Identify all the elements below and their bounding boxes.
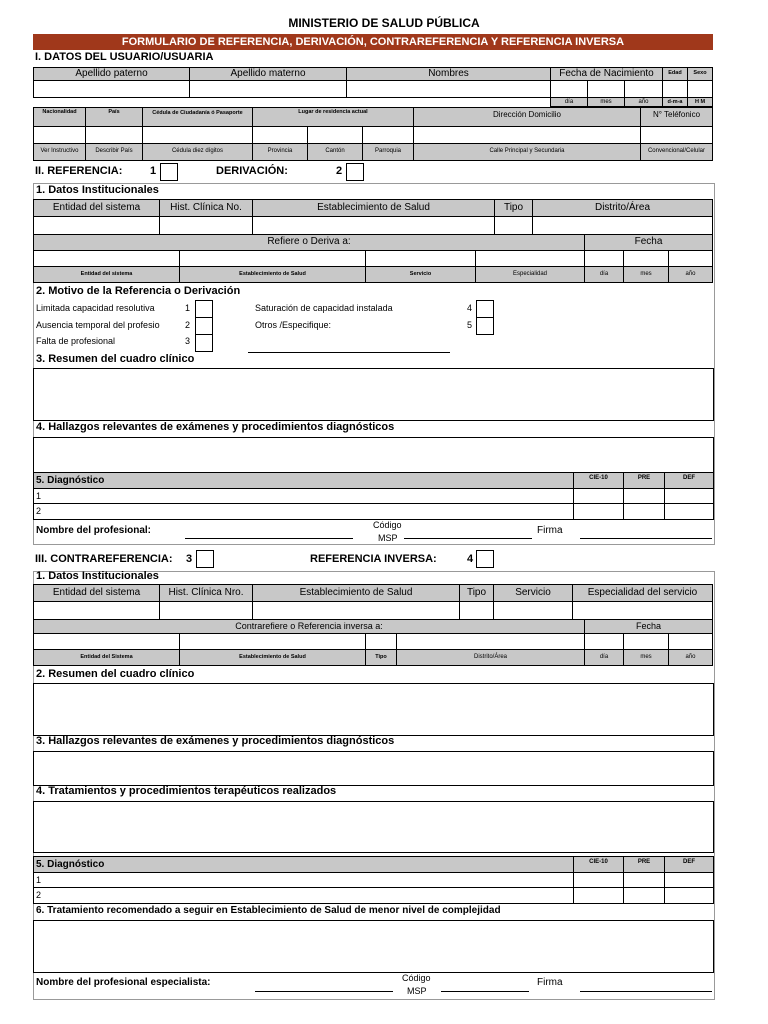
codigo-line-2[interactable] (441, 991, 529, 992)
hallazgos-title-2: 3. Hallazgos relevantes de exámenes y procedimientos diagnósticos (36, 735, 395, 747)
convencional-label: Convencional/Celular (640, 143, 713, 161)
cie-header-2: CIE-10 (573, 856, 624, 873)
msp-label-2: MSP (407, 986, 427, 996)
pre-header-2: PRE (623, 856, 665, 873)
nacionalidad-header: Nacionalidad (33, 107, 86, 127)
establecimiento-field-2[interactable] (252, 601, 460, 620)
lugar-residencia-header: Lugar de residencia actual (252, 107, 414, 127)
referencia-inversa-label: REFERENCIA INVERSA: (310, 553, 437, 565)
distrito-label-2: Distrito/Área (396, 649, 585, 666)
pre-header: PRE (623, 472, 665, 489)
referencia-inversa-checkbox[interactable] (476, 550, 494, 568)
tipo-label-2: Tipo (365, 649, 397, 666)
motivo-4-number: 4 (467, 303, 473, 313)
pre-field-1[interactable] (623, 488, 665, 504)
apellido-paterno-header: Apellido paterno (33, 67, 190, 81)
contra-establecimiento-field[interactable] (179, 633, 366, 650)
motivo-2-checkbox[interactable] (195, 317, 213, 335)
refiere-entidad-field[interactable] (33, 250, 180, 267)
nombres-field[interactable] (346, 80, 551, 98)
diagnostico-header: 5. Diagnóstico (33, 472, 574, 489)
tipo-field-2[interactable] (459, 601, 494, 620)
contra-dia-field[interactable] (584, 633, 624, 650)
hist-clinica-header-2: Hist. Clínica Nro. (159, 584, 253, 602)
firma-label-2: Firma (537, 977, 563, 988)
birth-year-field[interactable] (624, 80, 663, 98)
cie-field-2[interactable] (573, 503, 624, 520)
diagnostico-row-1[interactable] (33, 488, 574, 504)
refiere-servicio-field[interactable] (365, 250, 476, 267)
cie-field-1-b[interactable] (573, 872, 624, 888)
row-number: 2 (36, 506, 42, 516)
parroquia-label: Parroquia (362, 143, 414, 161)
hist-clinica-field-2[interactable] (159, 601, 253, 620)
diagnostico-row-2[interactable] (33, 503, 574, 520)
fecha-header-2: Fecha (584, 619, 713, 634)
sexo-header: Sexo (687, 67, 713, 81)
motivo-2-number: 2 (185, 320, 191, 330)
distrito-header: Distrito/Área (532, 199, 713, 217)
refiere-establecimiento-field[interactable] (179, 250, 366, 267)
resumen-title-2: 2. Resumen del cuadro clínico (36, 668, 195, 680)
motivo-3-number: 3 (185, 336, 191, 346)
tipo-header-2: Tipo (459, 584, 494, 602)
firma-line[interactable] (580, 538, 712, 539)
hallazgos-title: 4. Hallazgos relevantes de exámenes y procedimientos diagnósticos (36, 421, 395, 433)
diagnostico-row-1-b[interactable] (33, 872, 574, 888)
servicio-label: Servicio (365, 266, 476, 283)
cedula-diez-label: Cédula diez dígitos (142, 143, 253, 161)
pre-field-2-b[interactable] (623, 887, 665, 904)
canton-label: Cantón (307, 143, 363, 161)
distrito-field[interactable] (532, 216, 713, 235)
tratamientos-field[interactable] (33, 801, 714, 853)
mes-label: mes (587, 97, 625, 107)
def-field-2-b[interactable] (664, 887, 714, 904)
codigo-label-2: Código (402, 973, 431, 983)
refiere-dia-field[interactable] (584, 250, 624, 267)
tipo-field[interactable] (494, 216, 533, 235)
nacionalidad-field[interactable] (33, 126, 86, 144)
referencia-checkbox[interactable] (160, 163, 178, 181)
contrareferencia-checkbox[interactable] (196, 550, 214, 568)
msp-label: MSP (378, 533, 398, 543)
entidad-header: Entidad del sistema (33, 199, 160, 217)
entidad-field[interactable] (33, 216, 160, 235)
referencia-inversa-number: 4 (467, 553, 474, 565)
entidad-sistema-label-2: Entidad del Sistema (33, 649, 180, 666)
row-number: 1 (36, 875, 42, 885)
tratamiento-recomendado-field[interactable] (33, 920, 714, 973)
motivo-5-checkbox[interactable] (476, 317, 494, 335)
canton-field[interactable] (307, 126, 363, 144)
datos-institucionales-title: 1. Datos Institucionales (36, 184, 159, 196)
sexo-field[interactable] (687, 80, 713, 98)
establecimiento-header: Establecimiento de Salud (252, 199, 495, 217)
birth-month-field[interactable] (587, 80, 625, 98)
motivo-5-number: 5 (467, 320, 473, 330)
cie-header: CIE-10 (573, 472, 624, 489)
motivo-title: 2. Motivo de la Referencia o Derivación (36, 285, 241, 297)
edad-header: Edad (662, 67, 688, 81)
motivo-5-label: Otros /Especifique: (255, 320, 332, 330)
tratamientos-title: 4. Tratamientos y procedimientos terapéuticos realizados (36, 785, 337, 797)
firma-line-2[interactable] (580, 991, 712, 992)
nombres-header: Nombres (346, 67, 551, 81)
def-header-2: DEF (664, 856, 714, 873)
datos-institucionales-title-2: 1. Datos Institucionales (36, 570, 159, 582)
derivacion-checkbox[interactable] (346, 163, 364, 181)
contra-distrito-field[interactable] (396, 633, 585, 650)
provincia-field[interactable] (252, 126, 308, 144)
motivo-3-checkbox[interactable] (195, 334, 213, 352)
telefono-field[interactable] (640, 126, 713, 144)
derivacion-label: DERIVACIÓN: (216, 165, 288, 177)
ver-instructivo-label: Ver Instructivo (33, 143, 86, 161)
contrareferencia-number: 3 (186, 553, 193, 565)
contra-entidad-field[interactable] (33, 633, 180, 650)
hallazgos-field[interactable] (33, 437, 714, 473)
contra-anio-field[interactable] (668, 633, 713, 650)
cedula-header: Cédula de Ciudadanía ó Pasaporte (142, 107, 253, 127)
cie-field-1[interactable] (573, 488, 624, 504)
entidad-header-2: Entidad del sistema (33, 584, 160, 602)
cie-field-2-b[interactable] (573, 887, 624, 904)
contra-tipo-field[interactable] (365, 633, 397, 650)
fecha-header: Fecha (584, 234, 713, 251)
refiere-anio-field[interactable] (668, 250, 713, 267)
hallazgos-field-2[interactable] (33, 751, 714, 786)
tipo-header: Tipo (494, 199, 533, 217)
section-1-title: I. DATOS DEL USUARIO/USUARIA (35, 51, 214, 63)
anio-label-3: año (668, 649, 713, 666)
especialidad-field-2[interactable] (572, 601, 713, 620)
motivo-4-label: Saturación de capacidad instalada (255, 303, 393, 313)
contrareferencia-label: III. CONTRAREFERENCIA: (35, 553, 173, 565)
describir-pais-label: Describir País (85, 143, 143, 161)
motivo-3-label: Falta de profesional (36, 336, 116, 346)
firma-label: Firma (537, 525, 563, 536)
motivo-1-number: 1 (185, 303, 191, 313)
establecimiento-salud-label-2: Establecimiento de Salud (179, 649, 366, 666)
tratamiento-recomendado-title: 6. Tratamiento recomendado a seguir en Establecimiento de Salud de menor nivel de complejidad (36, 905, 501, 916)
nombre-profesional-label: Nombre del profesional: (36, 525, 152, 536)
pre-field-1-b[interactable] (623, 872, 665, 888)
resumen-field[interactable] (33, 368, 714, 421)
direccion-header: Dirección Domicilio (413, 107, 641, 127)
fecha-nacimiento-header: Fecha de Nacimiento (550, 67, 663, 81)
dia-label: día (550, 97, 588, 107)
row-number: 1 (36, 491, 42, 501)
establecimiento-header-2: Establecimiento de Salud (252, 584, 460, 602)
diagnostico-row-2-b[interactable] (33, 887, 574, 904)
refiere-mes-field[interactable] (623, 250, 669, 267)
derivacion-number: 2 (336, 165, 343, 177)
pre-field-2[interactable] (623, 503, 665, 520)
resumen-title: 3. Resumen del cuadro clínico (36, 353, 195, 365)
telefono-header: N° Teléfonico (640, 107, 713, 127)
establecimiento-field[interactable] (252, 216, 495, 235)
mes-label-3: mes (623, 649, 669, 666)
nombre-especialista-line[interactable] (255, 991, 393, 992)
def-header: DEF (664, 472, 714, 489)
direccion-field[interactable] (413, 126, 641, 144)
hist-clinica-field[interactable] (159, 216, 253, 235)
codigo-label: Código (373, 520, 402, 530)
cedula-field[interactable] (142, 126, 253, 144)
def-field-2[interactable] (664, 503, 714, 520)
def-field-1[interactable] (664, 488, 714, 504)
refiere-especialidad-field[interactable] (475, 250, 585, 267)
entidad-field-2[interactable] (33, 601, 160, 620)
refiere-header: Refiere o Deriva a: (33, 234, 585, 251)
pais-header: País (85, 107, 143, 127)
hm-label: H M (687, 97, 713, 107)
form-title-banner: FORMULARIO DE REFERENCIA, DERIVACIÓN, CONTRAREFERENCIA Y REFERENCIA INVERSA (33, 34, 713, 50)
especialidad-label: Especialidad (475, 266, 585, 283)
contrarefiere-header: Contrarefiere o Referencia inversa a: (33, 619, 585, 634)
motivo-1-label: Limitada capacidad resolutiva (36, 303, 155, 313)
nombre-especialista-label: Nombre del profesional especialista: (36, 977, 211, 988)
apellido-materno-field[interactable] (189, 80, 347, 98)
contra-mes-field[interactable] (623, 633, 669, 650)
anio-label-2: año (668, 266, 713, 283)
provincia-label: Provincia (252, 143, 308, 161)
parroquia-field[interactable] (362, 126, 414, 144)
pais-field[interactable] (85, 126, 143, 144)
motivo-2-label: Ausencia temporal del profesio (36, 320, 160, 330)
edad-field[interactable] (662, 80, 688, 98)
entidad-sistema-label: Entidad del sistema (33, 266, 180, 283)
codigo-line[interactable] (404, 538, 532, 539)
referencia-label: II. REFERENCIA: (35, 165, 123, 177)
especifique-line[interactable] (248, 352, 450, 353)
row-number: 2 (36, 890, 42, 900)
hist-clinica-header: Hist. Clínica No. (159, 199, 253, 217)
anio-label: año (624, 97, 663, 107)
apellido-paterno-field[interactable] (33, 80, 190, 98)
motivo-4-checkbox[interactable] (476, 300, 494, 318)
servicio-header-2: Servicio (493, 584, 573, 602)
servicio-field-2[interactable] (493, 601, 573, 620)
dma-label: d-m-a (662, 97, 688, 107)
nombre-profesional-line[interactable] (185, 538, 353, 539)
apellido-materno-header: Apellido materno (189, 67, 347, 81)
mes-label-2: mes (623, 266, 669, 283)
birth-day-field[interactable] (550, 80, 588, 98)
ministry-title: MINISTERIO DE SALUD PÚBLICA (288, 16, 480, 30)
dia-label-2: día (584, 266, 624, 283)
calle-label: Calle Principal y Secundaria (413, 143, 641, 161)
def-field-1-b[interactable] (664, 872, 714, 888)
diagnostico-header-2: 5. Diagnóstico (33, 856, 574, 873)
resumen-field-2[interactable] (33, 683, 714, 736)
dia-label-3: día (584, 649, 624, 666)
especialidad-header-2: Especialidad del servicio (572, 584, 713, 602)
motivo-1-checkbox[interactable] (195, 300, 213, 318)
referencia-number: 1 (150, 165, 157, 177)
establecimiento-salud-label: Establecimiento de Salud (179, 266, 366, 283)
